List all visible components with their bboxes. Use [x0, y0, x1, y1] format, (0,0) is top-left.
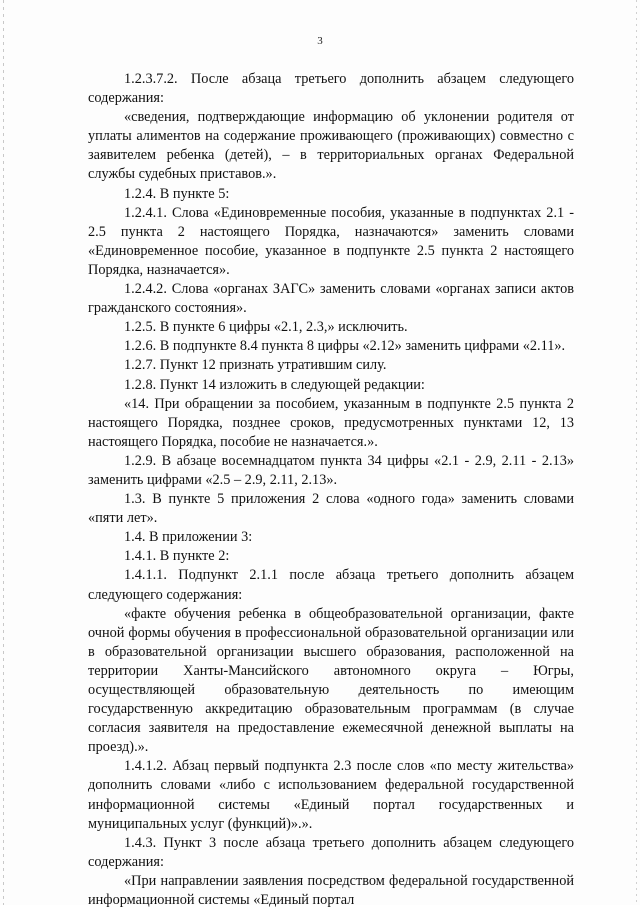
paragraph: 1.4.1. В пункте 2: [124, 548, 230, 565]
paragraph: 1.3. В пункте 5 приложения 2 слова «одного года» заменить словами «пяти лет». [88, 491, 574, 527]
paragraph: 1.4.1.2. Абзац первый подпункта 2.3 после слов «по месту жительства» дополнить словами «либо с использованием федеральной государственной информационной системы «Единый портал государственных и муниципальных услуг (функций)».». [88, 758, 574, 832]
paragraph: 1.4.3. Пункт 3 после абзаца третьего дополнить абзацем следующего содержания: [88, 834, 574, 870]
paragraph: 1.2.9. В абзаце восемнадцатом пункта 34 цифры «2.1 - 2.9, 2.11 - 2.13» заменить цифрами «2.5 – 2.9, 2.11, 2.13». [88, 452, 574, 488]
paragraph: 1.2.8. Пункт 14 изложить в следующей редакции: [124, 376, 425, 393]
paragraph: 1.2.4. В пункте 5: [124, 185, 230, 202]
paragraph: 1.2.4.2. Слова «органах ЗАГС» заменить словами «органах записи актов гражданского состояния». [88, 281, 574, 317]
paragraph: 1.2.7. Пункт 12 признать утратившим силу. [124, 357, 387, 374]
paragraph: «При направлении заявления посредством федеральной государственной информационной системы «Единый портал [88, 872, 574, 909]
page-number: 3 [317, 35, 323, 47]
paragraph: 1.2.3.7.2. После абзаца третьего дополнить абзацем следующего содержания: [88, 71, 574, 107]
paragraph: «сведения, подтверждающие информацию об уклонении родителя от уплаты алиментов на содержание проживающего (проживающих) совместно с заявителем ребенка (детей), – в территориальных органах Федеральной службы судебных приставов.». [88, 109, 574, 183]
paragraph: 1.2.4.1. Слова «Единовременные пособия, указанные в подпунктах 2.1 - 2.5 пункта 2 настоящего Порядка, назначаются» заменить словами «Единовременное пособие, указанное в подпункте 2.5 пункта 2 настоящего Порядка, назначается». [88, 204, 574, 278]
paragraph: «факте обучения ребенка в общеобразовательной организации, факте очной формы обучения в профессиональной образовательной организации или в образовательной организации высшего образования, расположенной на территории Ханты-Мансийского автономного округа – Югры, осуществляющей образовательную деятельность по имеющим государственную аккредитацию образовательным программам (в случае согласия заявителя на предоставление ежемесячной денежной выплаты на проезд).». [88, 605, 574, 756]
paragraph: 1.2.5. В пункте 6 цифры «2.1, 2.3,» исключить. [124, 319, 408, 336]
document-body [88, 70, 574, 910]
paragraph: 1.4.1.1. Подпункт 2.1.1 после абзаца третьего дополнить абзацем следующего содержания: [88, 567, 574, 603]
paragraph: «14. При обращении за пособием, указанным в подпункте 2.5 пункта 2 настоящего Порядка, позднее сроков, предусмотренных пунктами 12, 13 настоящего Порядка, пособие не назначается.». [88, 395, 574, 450]
paragraph: 1.2.6. В подпункте 8.4 пункта 8 цифры «2.12» заменить цифрами «2.11». [124, 338, 566, 355]
paragraph: 1.4. В приложении 3: [124, 529, 253, 546]
